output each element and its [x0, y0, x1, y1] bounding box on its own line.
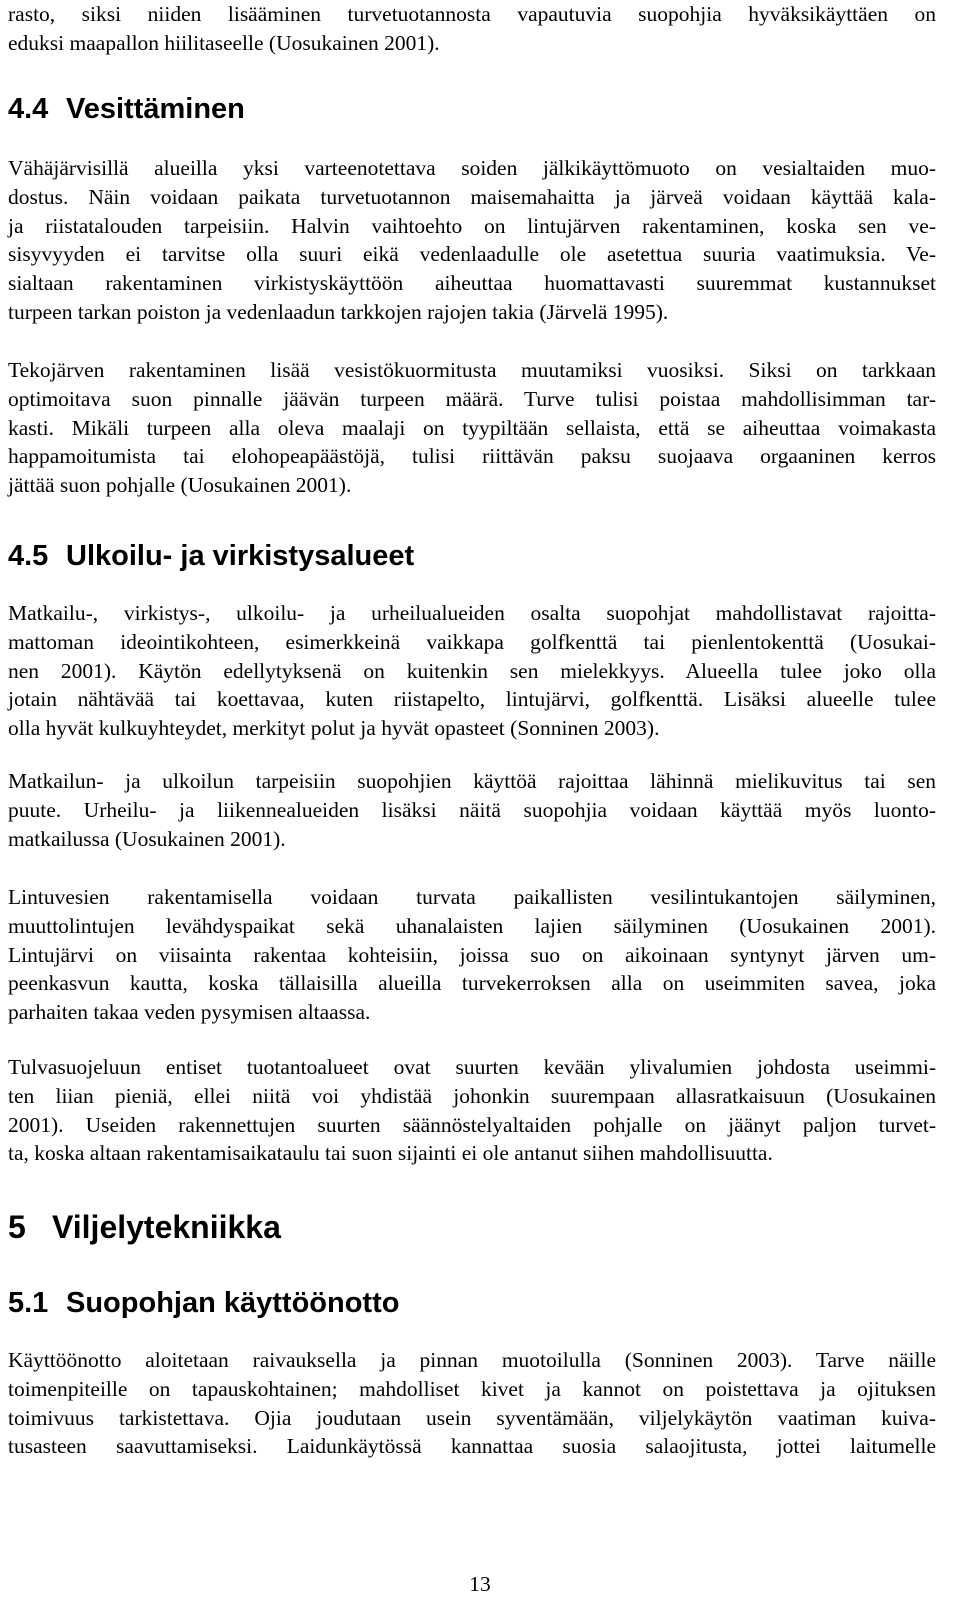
text-line: happamoitumista tai elohopeapäästöjä, tulisi riittävän paksu suojaava orgaaninen kerros	[8, 444, 936, 469]
paragraph-2	[8, 356, 936, 500]
text-line: matkailussa (Uosukainen 2001).	[8, 826, 286, 851]
section-title: Vesittäminen	[66, 93, 245, 125]
paragraph-7	[8, 1346, 936, 1461]
chapter-title: Viljelytekniikka	[52, 1209, 281, 1245]
text-line: sisyvyyden ei tarvitse olla suuri eikä vedenlaadulle ole asetettua suuria vaatimuksia. Ve-	[8, 242, 936, 267]
paragraph-1	[8, 154, 936, 327]
section-number: 4.4	[8, 93, 49, 125]
paragraph-4	[8, 767, 936, 853]
text-line: turpeen tarkan poiston ja vedenlaadun tarkkojen rajojen takia (Järvelä 1995).	[8, 299, 669, 324]
text-line: parhaiten takaa veden pysymisen altaassa.	[8, 1000, 371, 1025]
text-line: Lintujärvi on viisainta rakentaa kohteisiin, joissa suo on aikoinaan syntynyt järven um-	[8, 942, 936, 967]
paragraph-0	[8, 0, 936, 58]
text-line: 2001). Useiden rakennettujen suurten säännöstelyaltaiden pohjalle on jäänyt paljon turvet-	[8, 1112, 936, 1137]
section-heading-5-1	[8, 1286, 399, 1320]
text-line: ten liian pieniä, ellei niitä voi yhdistää johonkin suurempaan allasratkaisuun (Uosukainen	[8, 1083, 936, 1108]
text-line: toimenpiteille on tapauskohtainen; mahdolliset kivet ja kannot on poistettava ja ojituksen	[8, 1376, 936, 1401]
chapter-number: 5	[8, 1209, 26, 1245]
paragraph-3	[8, 599, 936, 743]
text-line: Lintuvesien rakentamisella voidaan turvata paikallisten vesilintukantojen säilyminen,	[8, 885, 936, 909]
chapter-heading-5	[8, 1208, 281, 1246]
text-line: eduksi maapallon hiilitaseelle (Uosukainen 2001).	[8, 30, 440, 55]
text-line: sialtaan rakentaminen virkistyskäyttöön aiheuttaa huomattavasti suuremmat kustannukset	[8, 271, 936, 296]
text-line: tusasteen saavuttamiseksi. Laidunkäytössä kannattaa suosia salaojitusta, jottei laitumelle	[8, 1434, 936, 1459]
text-line: Tulvasuojeluun entiset tuotantoalueet ovat suurten kevään ylivalumien johdosta useimmi-	[8, 1055, 936, 1079]
text-line: rasto, siksi niiden lisääminen turvetuotannosta vapautuvia suopohjia hyväksikäyttäen on	[8, 2, 936, 26]
section-number: 5.1	[8, 1287, 49, 1319]
text-line: muuttolintujen levähdyspaikat sekä uhanalaisten lajien säilyminen (Uosukainen 2001).	[8, 913, 936, 938]
text-line: dostus. Näin voidaan paikata turvetuotannon maisemahaitta ja järveä voidaan käyttää kala-	[8, 184, 936, 209]
text-line: ta, koska altaan rakentamisaikataulu tai suon sijainti ei ole antanut siihen mahdollisuutta.	[8, 1141, 773, 1166]
page-number: 13	[469, 1572, 491, 1596]
text-line: Käyttöönotto aloitetaan raivauksella ja pinnan muotoilulla (Sonninen 2003). Tarve näille	[8, 1348, 936, 1372]
section-heading-4-5	[8, 539, 414, 573]
text-line: jotain nähtävää tai koettavaa, kuten riistapelto, lintujärvi, golfkenttä. Lisäksi alueelle tulee	[8, 687, 936, 712]
text-line: Matkailu-, virkistys-, ulkoilu- ja urheilualueiden osalta suopohjat mahdollistavat rajoitta-	[8, 601, 936, 625]
text-line: jättää suon pohjalle (Uosukainen 2001).	[8, 473, 352, 498]
text-line: Tekojärven rakentaminen lisää vesistökuormitusta muutamiksi vuosiksi. Siksi on tarkkaan	[8, 358, 936, 382]
text-line: Matkailun- ja ulkoilun tarpeisiin suopohjien käyttöä rajoittaa lähinnä mielikuvitus tai sen	[8, 769, 936, 793]
paragraph-6	[8, 1053, 936, 1168]
text-line: nen 2001). Käytön edellytyksenä on kuitenkin sen mielekkyys. Alueella tulee joko olla	[8, 658, 936, 683]
text-line: toimivuus tarkistettava. Ojia joudutaan usein syventämään, viljelykäytön vaatiman kuiva-	[8, 1405, 936, 1430]
text-line: optimoitava suon pinnalle jäävän turpeen määrä. Turve tulisi poistaa mahdollisimman tar-	[8, 386, 936, 411]
section-title: Suopohjan käyttöönotto	[66, 1287, 400, 1319]
text-line: kasti. Mikäli turpeen alla oleva maalaji on tyypiltään sellaista, että se aiheuttaa voimakasta	[8, 415, 936, 440]
text-line: peenkasvun kautta, koska tällaisilla alueilla turvekerroksen alla on useimmiten savea, joka	[8, 971, 936, 996]
paragraph-5	[8, 883, 936, 1027]
section-heading-4-4	[8, 92, 245, 126]
section-title: Ulkoilu- ja virkistysalueet	[66, 540, 415, 572]
text-line: puute. Urheilu- ja liikennealueiden lisäksi näitä suopohjia voidaan käyttää myös luonto-	[8, 797, 936, 822]
text-line: olla hyvät kulkuyhteydet, merkityt polut ja hyvät opasteet (Sonninen 2003).	[8, 716, 660, 741]
text-line: Vähäjärvisillä alueilla yksi varteenotettava soiden jälkikäyttömuoto on vesialtaiden muo-	[8, 156, 936, 180]
text-line: ja riistatalouden tarpeisiin. Halvin vaihtoehto on lintujärven rakentaminen, koska sen ve-	[8, 213, 936, 238]
text-line: mattoman ideointikohteen, esimerkkeinä vaikkapa golfkenttä tai pienlentokenttä (Uosukai-	[8, 629, 936, 654]
section-number: 4.5	[8, 540, 49, 572]
